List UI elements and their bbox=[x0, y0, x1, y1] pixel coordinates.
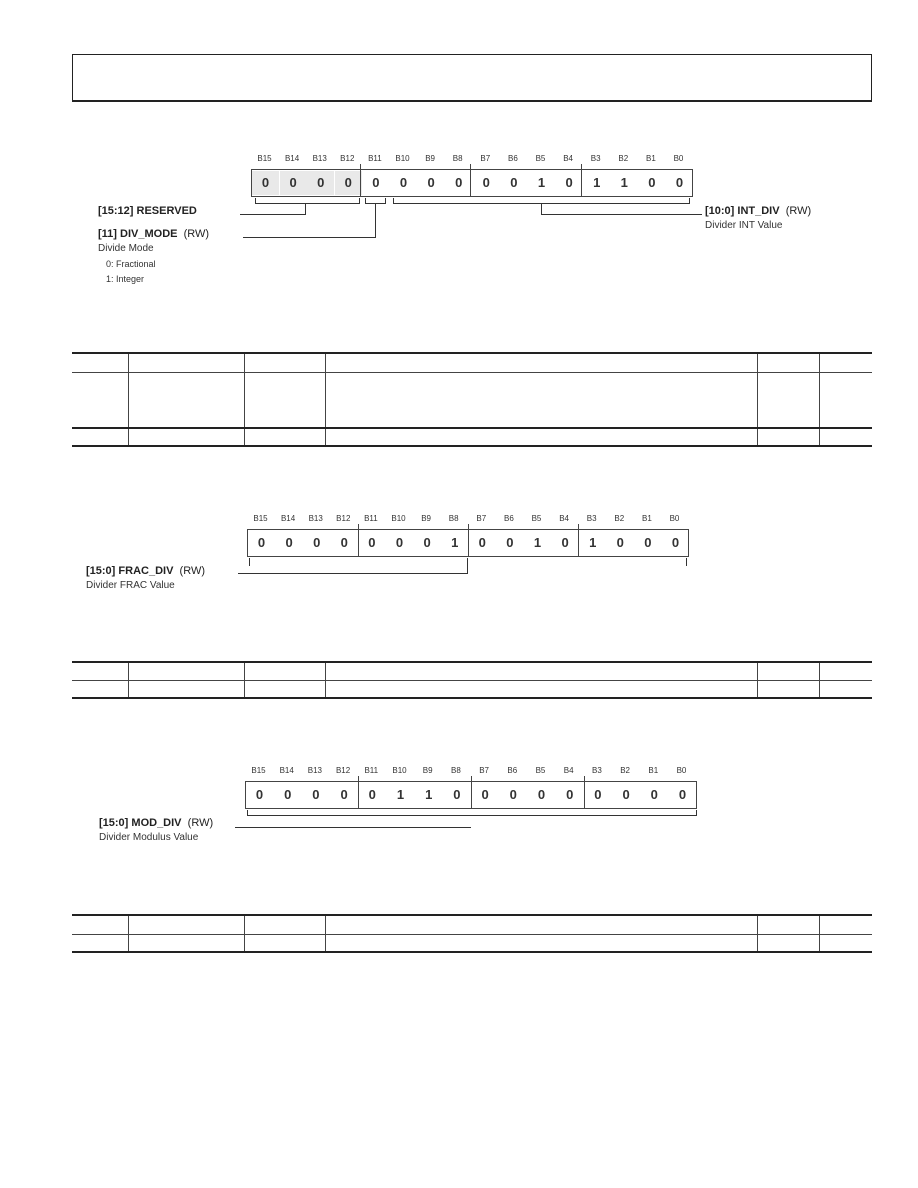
bit-value: 1 bbox=[593, 175, 601, 190]
bit-label: B8 bbox=[448, 514, 459, 523]
bit-label: B14 bbox=[279, 766, 294, 775]
bit-label: B2 bbox=[620, 766, 630, 775]
field-option: 0: Fractional bbox=[106, 259, 156, 269]
bracket-tick bbox=[696, 810, 697, 816]
bit-value: 0 bbox=[510, 175, 518, 190]
field-range: [15:12] bbox=[98, 205, 134, 217]
bit-label: B5 bbox=[531, 514, 542, 523]
bracket-tick bbox=[689, 198, 690, 204]
bit-label: B0 bbox=[669, 514, 680, 523]
field-name: DIV_MODE bbox=[120, 228, 178, 240]
bit-value: 0 bbox=[257, 535, 266, 550]
bit-value: 0 bbox=[335, 171, 362, 195]
bit-label: B8 bbox=[450, 766, 461, 775]
bit-value: 0 bbox=[255, 787, 264, 802]
bit-value: 0 bbox=[648, 175, 656, 190]
bit-value: 0 bbox=[481, 787, 489, 802]
register-table bbox=[72, 661, 872, 699]
leader-line bbox=[305, 204, 306, 214]
bit-label: B13 bbox=[308, 514, 323, 523]
bit-label: B12 bbox=[340, 154, 355, 163]
bit-label: B13 bbox=[307, 766, 322, 775]
field-range: [11] bbox=[98, 228, 117, 240]
bit-value: 0 bbox=[284, 787, 292, 802]
field-name: FRAC_DIV bbox=[118, 565, 174, 577]
bit-label: B4 bbox=[563, 766, 574, 775]
bit-label: B14 bbox=[284, 154, 300, 163]
bit-value: 0 bbox=[650, 787, 658, 802]
bit-label: B10 bbox=[392, 766, 407, 775]
bit-label: B7 bbox=[476, 514, 487, 523]
bit-label: B3 bbox=[586, 514, 597, 523]
bit-value: 0 bbox=[340, 535, 348, 550]
bracket-tick bbox=[247, 810, 248, 816]
bit-value: 0 bbox=[395, 535, 404, 550]
leader-line bbox=[240, 214, 306, 215]
bit-value: 0 bbox=[313, 535, 321, 550]
leader-line bbox=[243, 237, 376, 238]
field-range: [15:0] bbox=[86, 565, 116, 577]
bracket-tick bbox=[255, 198, 256, 204]
bracket-tick bbox=[365, 198, 366, 204]
field-range: [15:0] bbox=[99, 817, 129, 829]
bit-value: 0 bbox=[506, 535, 514, 550]
field-bracket-reserved bbox=[255, 203, 359, 204]
bit-label: B3 bbox=[591, 766, 602, 775]
field-name: RESERVED bbox=[136, 205, 197, 217]
bit-label: B4 bbox=[563, 154, 573, 163]
bit-value: 0 bbox=[537, 787, 546, 802]
bit-label: B8 bbox=[452, 154, 463, 163]
bit-value: 0 bbox=[427, 175, 435, 190]
bit-label: B9 bbox=[421, 514, 431, 523]
bit-value: 0 bbox=[478, 535, 486, 550]
nibble-separator bbox=[581, 164, 582, 197]
bit-label: B11 bbox=[368, 154, 382, 163]
nibble-separator bbox=[471, 776, 472, 809]
nibble-separator bbox=[584, 776, 585, 809]
bit-label: B10 bbox=[391, 514, 406, 523]
field-access: (RW) bbox=[179, 565, 206, 577]
bit-value: 0 bbox=[423, 535, 431, 550]
field-access: (RW) bbox=[183, 228, 210, 240]
field-description: Divider FRAC Value bbox=[86, 580, 175, 591]
bit-value: 0 bbox=[566, 787, 574, 802]
nibble-separator bbox=[468, 524, 469, 557]
bit-value: 1 bbox=[533, 535, 542, 550]
field-description: Divide Mode bbox=[98, 243, 154, 254]
bit-value: 0 bbox=[340, 787, 348, 802]
field-name: INT_DIV bbox=[737, 205, 780, 217]
field-description: Divider Modulus Value bbox=[99, 832, 199, 843]
leader-line bbox=[238, 573, 468, 574]
bit-label: B1 bbox=[641, 514, 652, 523]
bit-label: B2 bbox=[618, 154, 629, 163]
leader-line bbox=[541, 204, 542, 214]
bit-label: B15 bbox=[253, 514, 268, 523]
bit-value: 0 bbox=[280, 171, 307, 195]
bit-label: B12 bbox=[335, 766, 351, 775]
bit-value: 0 bbox=[312, 787, 320, 802]
field-int-div bbox=[705, 205, 811, 217]
bit-label: B6 bbox=[503, 514, 514, 523]
field-option: 1: Integer bbox=[106, 274, 145, 284]
bracket-tick bbox=[686, 558, 687, 566]
bit-label: B1 bbox=[648, 766, 659, 775]
bit-label: B10 bbox=[395, 154, 410, 163]
bit-label: B7 bbox=[479, 766, 489, 775]
bit-value: 0 bbox=[594, 787, 602, 802]
field-description: Divider INT Value bbox=[705, 220, 783, 231]
leader-line bbox=[541, 214, 702, 215]
field-bracket-mod-div bbox=[247, 815, 696, 816]
page-header-box bbox=[72, 54, 872, 102]
bit-value: 1 bbox=[620, 175, 628, 190]
register-table bbox=[72, 352, 872, 447]
bit-value: 0 bbox=[399, 175, 408, 190]
bracket-tick bbox=[385, 198, 386, 204]
bit-value: 0 bbox=[307, 171, 334, 195]
bit-label: B12 bbox=[336, 514, 351, 523]
bit-label: B14 bbox=[280, 514, 296, 523]
nibble-separator bbox=[470, 164, 471, 197]
bracket-tick bbox=[359, 198, 360, 204]
bit-value: 0 bbox=[565, 175, 573, 190]
bit-value: 0 bbox=[561, 535, 569, 550]
leader-line bbox=[235, 827, 471, 828]
bit-label: B6 bbox=[507, 154, 518, 163]
nibble-separator bbox=[360, 164, 361, 197]
bit-label: B7 bbox=[480, 154, 491, 163]
field-frac-div bbox=[86, 565, 205, 577]
register-table bbox=[72, 914, 872, 953]
bit-label: B0 bbox=[676, 766, 687, 775]
bit-value: 0 bbox=[482, 175, 490, 190]
field-name: MOD_DIV bbox=[131, 817, 182, 829]
bit-label: B11 bbox=[364, 514, 378, 523]
bit-label: B15 bbox=[257, 154, 272, 163]
bit-value: 1 bbox=[396, 787, 405, 802]
field-access: (RW) bbox=[785, 205, 812, 217]
bit-label: B11 bbox=[364, 766, 379, 775]
nibble-separator bbox=[358, 776, 359, 809]
bit-value: 1 bbox=[451, 535, 459, 550]
bit-value: 0 bbox=[622, 787, 630, 802]
field-range: [10:0] bbox=[705, 205, 735, 217]
bit-label: B6 bbox=[507, 766, 518, 775]
leader-line bbox=[467, 558, 468, 574]
bit-label: B5 bbox=[535, 154, 546, 163]
bit-value: 0 bbox=[372, 175, 380, 190]
bit-label: B4 bbox=[559, 514, 569, 523]
field-access: (RW) bbox=[187, 817, 214, 829]
bit-value: 0 bbox=[453, 787, 461, 802]
bit-label: B13 bbox=[312, 154, 327, 163]
bit-value: 0 bbox=[252, 171, 279, 195]
leader-line bbox=[375, 204, 376, 238]
bit-value: 0 bbox=[616, 535, 624, 550]
nibble-separator bbox=[358, 524, 359, 557]
bit-value: 0 bbox=[455, 175, 463, 190]
bit-value: 0 bbox=[675, 175, 684, 190]
bit-value: 0 bbox=[671, 535, 680, 550]
bracket-tick bbox=[393, 198, 394, 204]
field-mod-div bbox=[99, 817, 213, 829]
bit-label: B15 bbox=[251, 766, 266, 775]
bit-value: 0 bbox=[368, 787, 376, 802]
bit-value: 0 bbox=[678, 787, 687, 802]
bit-value: 1 bbox=[589, 535, 597, 550]
bracket-tick bbox=[249, 558, 250, 566]
bit-value: 0 bbox=[368, 535, 376, 550]
bit-label: B3 bbox=[590, 154, 601, 163]
bit-label: B0 bbox=[673, 154, 684, 163]
nibble-separator bbox=[578, 524, 579, 557]
bit-label: B9 bbox=[425, 154, 435, 163]
bit-value: 0 bbox=[644, 535, 652, 550]
bit-value: 0 bbox=[509, 787, 517, 802]
bit-value: 1 bbox=[425, 787, 433, 802]
bit-value: 0 bbox=[285, 535, 293, 550]
bit-label: B2 bbox=[614, 514, 625, 523]
bit-value: 1 bbox=[537, 175, 546, 190]
bit-label: B1 bbox=[645, 154, 656, 163]
bit-label: B5 bbox=[535, 766, 546, 775]
field-reserved bbox=[98, 205, 197, 217]
bit-label: B9 bbox=[422, 766, 433, 775]
field-div-mode bbox=[98, 228, 209, 240]
